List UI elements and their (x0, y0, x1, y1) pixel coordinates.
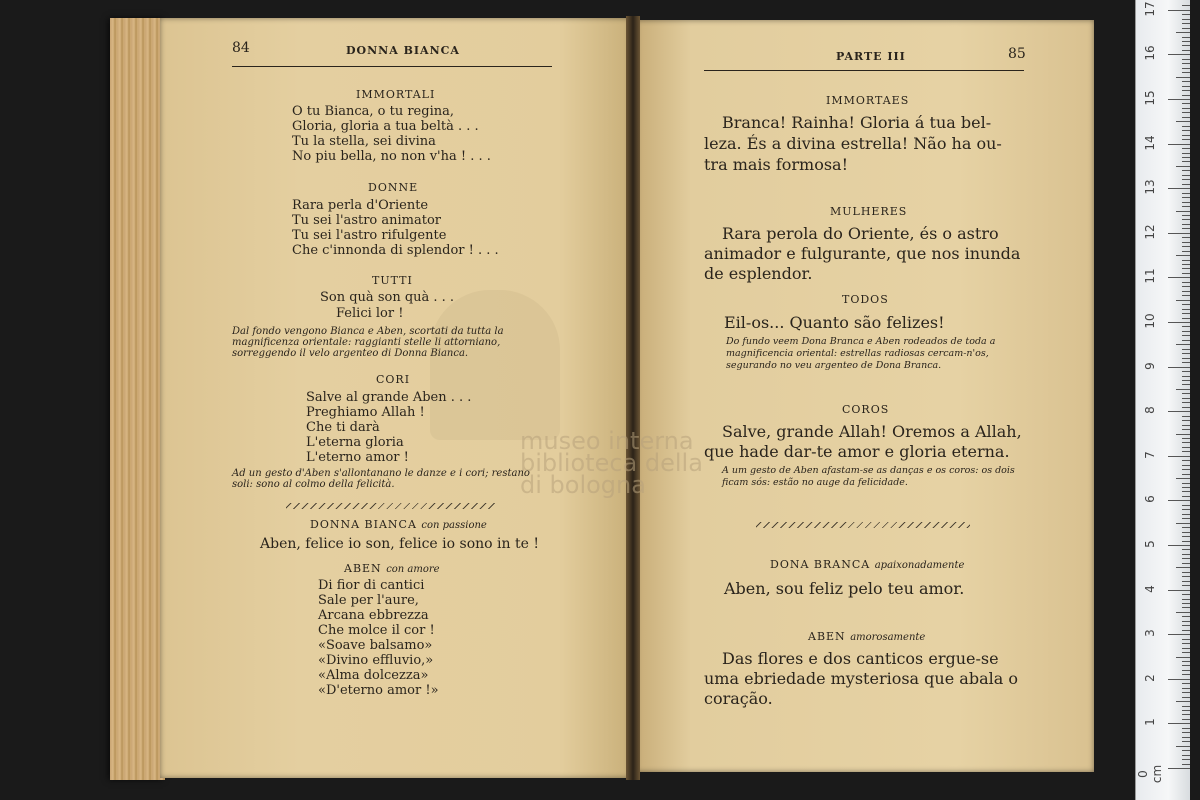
ruler-tick (1182, 157, 1190, 158)
ruler-tick (1182, 161, 1190, 162)
left-page-number: 84 (232, 40, 250, 56)
ruler-tick (1182, 304, 1190, 305)
ruler-tick (1168, 456, 1190, 457)
ruler-tick (1182, 309, 1190, 310)
ruler-tick (1182, 420, 1190, 421)
ruler-tick (1182, 228, 1190, 229)
ruler-tick (1182, 630, 1190, 631)
prose-line: Aben, sou feliz pelo teu amor. (724, 579, 965, 598)
ruler-tick (1182, 750, 1190, 751)
ruler-tick (1176, 389, 1190, 390)
role-direction: apaixonadamente (874, 560, 965, 571)
verse-line: Salve al grande Aben . . . (306, 390, 472, 405)
ruler-tick (1182, 268, 1190, 269)
stage-direction: Do fundo veem Dona Branca e Aben rodeados de toda a magnificencia oriental: estrellas radiosas cercam-n'os, segurando no veu argenteo de Dona Branca. (726, 336, 996, 371)
ruler-tick (1182, 335, 1190, 336)
role-coros: COROS (842, 403, 890, 416)
ruler-tick (1182, 697, 1190, 698)
ruler-tick (1176, 701, 1190, 702)
ruler-tick (1182, 416, 1190, 417)
role-immortali: IMMORTALI (356, 88, 436, 101)
verse-line: Sale per l'aure, (318, 593, 419, 608)
verse-line: O tu Bianca, o tu regina, (292, 104, 454, 119)
ruler-tick (1182, 362, 1190, 363)
ruler-tick (1182, 291, 1190, 292)
ruler-tick (1182, 759, 1190, 760)
ruler-tick (1182, 117, 1190, 118)
ruler-tick (1182, 558, 1190, 559)
book-gutter (626, 16, 640, 780)
ruler-tick (1182, 184, 1190, 185)
ruler-tick (1182, 469, 1190, 470)
ruler-tick (1182, 643, 1190, 644)
section-divider (286, 503, 496, 509)
right-running-head: PARTE III (836, 50, 906, 63)
ruler-tick (1182, 447, 1190, 448)
ruler-tick (1182, 402, 1190, 403)
ruler-tick (1182, 59, 1190, 60)
ruler-tick (1176, 434, 1190, 435)
ruler-tick (1182, 741, 1190, 742)
ruler-tick (1176, 211, 1190, 212)
ruler-tick (1182, 50, 1190, 51)
ruler-tick (1182, 295, 1190, 296)
ruler-tick (1182, 45, 1190, 46)
stage-direction: A um gesto de Aben afastam-se as danças e os coros: os dois ficam sós: estão no auge da felicidade. (722, 465, 1015, 488)
ruler-tick (1182, 358, 1190, 359)
role-dona-branca (770, 558, 964, 571)
ruler-tick (1182, 670, 1190, 671)
verse-line: Arcana ebbrezza (318, 608, 429, 623)
verse-line: Che c'innonda di splendor ! . . . (292, 243, 499, 258)
role-name: DONNA BIANCA (310, 518, 417, 531)
ruler-tick (1182, 376, 1190, 377)
ruler-number: 14 (1143, 134, 1157, 151)
ruler-tick (1168, 590, 1190, 591)
ruler-number: 16 (1143, 45, 1157, 62)
ruler-tick (1182, 460, 1190, 461)
ruler-tick (1168, 144, 1190, 145)
ruler-tick (1182, 491, 1190, 492)
ruler-tick (1182, 72, 1190, 73)
ruler-tick (1182, 112, 1190, 113)
ruler-tick (1176, 121, 1190, 122)
ruler-tick (1176, 255, 1190, 256)
ruler-tick (1182, 353, 1190, 354)
role-direction: con amore (386, 564, 440, 575)
ruler-tick (1182, 23, 1190, 24)
verse-line: Tu sei l'astro rifulgente (292, 228, 447, 243)
ruler-tick (1182, 313, 1190, 314)
ruler-tick (1182, 665, 1190, 666)
role-donne: DONNE (368, 181, 419, 194)
ruler-tick (1182, 621, 1190, 622)
ruler-tick (1182, 63, 1190, 64)
ruler-tick (1182, 576, 1190, 577)
ruler-tick (1182, 197, 1190, 198)
verse-line: Son quà son quà . . . (320, 290, 455, 305)
ruler-tick (1182, 442, 1190, 443)
ruler-tick (1182, 108, 1190, 109)
ruler-number: 7 (1143, 450, 1157, 459)
verse-line: Aben, felice io son, felice io sono in te ! (260, 536, 539, 552)
ruler-tick (1176, 166, 1190, 167)
ruler-tick (1182, 130, 1190, 131)
watermark-logo-shape (430, 290, 560, 440)
ruler-number: 11 (1143, 268, 1157, 285)
role-donna-bianca (310, 518, 487, 531)
verse-line: L'eterna gloria (306, 435, 404, 450)
ruler-tick (1182, 349, 1190, 350)
ruler-tick (1176, 344, 1190, 345)
ruler-tick (1182, 282, 1190, 283)
ruler-tick (1182, 273, 1190, 274)
ruler-tick (1182, 19, 1190, 20)
ruler-tick (1176, 300, 1190, 301)
role-tutti: TUTTI (372, 274, 413, 287)
ruler-tick (1182, 625, 1190, 626)
ruler-tick (1182, 719, 1190, 720)
ruler-tick (1182, 732, 1190, 733)
verse-line: Gloria, gloria a tua beltà . . . (292, 119, 479, 134)
left-running-head: DONNA BIANCA (346, 44, 460, 57)
ruler-tick (1182, 318, 1190, 319)
ruler-number: 1 (1143, 718, 1157, 727)
ruler-tick (1182, 764, 1190, 765)
ruler-tick (1182, 148, 1190, 149)
ruler-tick (1182, 95, 1190, 96)
ruler-tick (1182, 170, 1190, 171)
ruler-tick (1182, 237, 1190, 238)
ruler-tick (1182, 554, 1190, 555)
ruler-tick (1182, 451, 1190, 452)
ruler-tick (1182, 126, 1190, 127)
ruler-tick (1182, 581, 1190, 582)
ruler-tick (1182, 692, 1190, 693)
ruler-number: 3 (1143, 629, 1157, 638)
ruler-tick (1182, 86, 1190, 87)
ruler-tick (1168, 99, 1190, 100)
ruler-tick (1182, 331, 1190, 332)
ruler-tick (1182, 496, 1190, 497)
verse-line: L'eterno amor ! (306, 450, 409, 465)
ruler-tick (1182, 340, 1190, 341)
ruler-number: 12 (1143, 224, 1157, 240)
ruler-tick (1182, 326, 1190, 327)
ruler-tick (1168, 233, 1190, 234)
ruler-tick (1182, 81, 1190, 82)
ruler-tick (1182, 41, 1190, 42)
ruler-tick (1182, 384, 1190, 385)
ruler-tick (1168, 723, 1190, 724)
ruler-tick (1182, 224, 1190, 225)
ruler-tick (1182, 710, 1190, 711)
role-direction: con passione (421, 520, 487, 531)
ruler-number: 15 (1143, 90, 1157, 106)
ruler-tick (1182, 153, 1190, 154)
ruler-tick (1168, 634, 1190, 635)
ruler-tick (1182, 206, 1190, 207)
ruler-number: 5 (1143, 540, 1157, 548)
ruler-tick (1182, 139, 1190, 140)
role-todos: TODOS (842, 293, 889, 306)
ruler-tick (1182, 616, 1190, 617)
ruler-tick (1168, 10, 1190, 11)
role-name: DONA BRANCA (770, 558, 871, 571)
ruler-tick (1182, 286, 1190, 287)
ruler-tick (1182, 509, 1190, 510)
ruler-number: 2 (1143, 673, 1157, 682)
prose-line: Rara perola do Oriente, és o astro (722, 224, 999, 243)
ruler-tick (1182, 483, 1190, 484)
ruler-tick (1168, 322, 1190, 323)
ruler-tick (1182, 465, 1190, 466)
verse-line: No piu bella, no non v'ha ! . . . (292, 149, 491, 164)
ruler-tick (1182, 264, 1190, 265)
ruler-tick (1182, 714, 1190, 715)
ruler-tick (1182, 607, 1190, 608)
ruler-tick (1176, 77, 1190, 78)
stage-direction: Dal fondo vengono Bianca e Aben, scortati da tutta la magnificenza orientale: raggianti stelle li attorniano, sorreggendo il velo argenteo di Donna Bianca. (232, 326, 504, 359)
ruler-tick (1182, 549, 1190, 550)
ruler-number: 13 (1143, 179, 1157, 195)
verse-line: Tu la stella, sei divina (292, 134, 436, 149)
verse-line: Di fior di cantici (318, 578, 425, 593)
prose-line: Salve, grande Allah! Oremos a Allah, (722, 422, 1022, 441)
ruler-tick (1182, 219, 1190, 220)
ruler-tick (1182, 398, 1190, 399)
stage-direction: Ad un gesto d'Aben s'allontanano le danze e i cori; restano soli: sono al colmo della felicità. (232, 468, 530, 490)
ruler-tick (1182, 135, 1190, 136)
ruler-number: 0 cm (1136, 764, 1164, 784)
ruler-number: 9 (1143, 361, 1157, 370)
verse-line: Felici lor ! (336, 306, 404, 321)
ruler-tick (1182, 90, 1190, 91)
ruler-tick (1182, 563, 1190, 564)
ruler-tick (1182, 728, 1190, 729)
ruler-tick (1168, 277, 1190, 278)
prose-line: Branca! Rainha! Gloria á tua bel- (722, 113, 992, 132)
ruler-tick (1182, 371, 1190, 372)
role-aben (808, 630, 925, 643)
measurement-ruler (1135, 0, 1190, 800)
ruler-tick (1182, 429, 1190, 430)
prose-line: que hade dar-te amor e gloria eterna. (704, 442, 1010, 461)
ruler-tick (1182, 688, 1190, 689)
ruler-tick (1182, 487, 1190, 488)
ruler-tick (1182, 215, 1190, 216)
ruler-tick (1176, 523, 1190, 524)
ruler-tick (1182, 68, 1190, 69)
role-name: ABEN (808, 630, 846, 643)
verse-line: Che ti darà (306, 420, 380, 435)
ruler-number: 4 (1143, 584, 1157, 593)
right-header-rule (704, 70, 1024, 71)
ruler-tick (1182, 755, 1190, 756)
ruler-tick (1182, 683, 1190, 684)
ruler-tick (1168, 411, 1190, 412)
ruler-tick (1176, 612, 1190, 613)
prose-line: leza. És a divina estrella! Não ha ou- (704, 134, 1002, 153)
ruler-tick (1176, 32, 1190, 33)
ruler-tick (1182, 5, 1190, 6)
ruler-tick (1182, 407, 1190, 408)
ruler-tick (1168, 500, 1190, 501)
role-cori: CORI (376, 373, 411, 386)
ruler-tick (1168, 545, 1190, 546)
ruler-tick (1182, 652, 1190, 653)
ruler-tick (1182, 425, 1190, 426)
ruler-tick (1182, 28, 1190, 29)
ruler-tick (1182, 242, 1190, 243)
ruler-tick (1176, 746, 1190, 747)
ruler-tick (1182, 505, 1190, 506)
ruler-number: 17 (1143, 1, 1157, 17)
ruler-tick (1168, 367, 1190, 368)
prose-line: Das flores e dos canticos ergue-se (722, 649, 999, 668)
section-divider (756, 522, 970, 528)
verse-line: Tu sei l'astro animator (292, 213, 442, 228)
ruler-tick (1182, 536, 1190, 537)
ruler-tick (1182, 674, 1190, 675)
role-name: ABEN (344, 562, 382, 575)
ruler-tick (1182, 193, 1190, 194)
ruler-tick (1182, 260, 1190, 261)
ruler-tick (1182, 380, 1190, 381)
book-page-edges (110, 18, 165, 780)
ruler-tick (1182, 603, 1190, 604)
watermark-text: museo interna biblioteca della di bologna (520, 427, 703, 499)
ruler-tick (1182, 541, 1190, 542)
ruler-tick (1168, 188, 1190, 189)
ruler-number: 6 (1143, 495, 1157, 504)
ruler-tick (1182, 14, 1190, 15)
ruler-tick (1168, 768, 1190, 769)
ruler-tick (1182, 518, 1190, 519)
prose-line: Eil-os... Quanto são felizes! (724, 313, 945, 332)
verse-line: «Soave balsamo» (318, 638, 433, 653)
ruler-tick (1182, 737, 1190, 738)
verse-line: «D'eterno amor !» (318, 683, 439, 698)
ruler-tick (1182, 594, 1190, 595)
role-aben (344, 562, 440, 575)
right-page-number: 85 (1008, 46, 1026, 62)
role-immortaes: IMMORTAES (826, 94, 910, 107)
role-direction: amorosamente (850, 632, 926, 643)
ruler-tick (1168, 679, 1190, 680)
prose-line: coração. (704, 689, 773, 708)
ruler-tick (1182, 527, 1190, 528)
ruler-tick (1182, 532, 1190, 533)
ruler-tick (1182, 572, 1190, 573)
ruler-tick (1182, 37, 1190, 38)
ruler-tick (1182, 246, 1190, 247)
ruler-tick (1182, 179, 1190, 180)
ruler-tick (1182, 648, 1190, 649)
ruler-tick (1182, 202, 1190, 203)
ruler-tick (1182, 175, 1190, 176)
ruler-tick (1182, 585, 1190, 586)
ruler-tick (1182, 438, 1190, 439)
verse-line: Preghiamo Allah ! (306, 405, 425, 420)
ruler-tick (1182, 393, 1190, 394)
ruler-tick (1182, 251, 1190, 252)
ruler-tick (1182, 706, 1190, 707)
verse-line: «Alma dolcezza» (318, 668, 429, 683)
verse-line: «Divino effluvio,» (318, 653, 434, 668)
prose-line: uma ebriedade mysteriosa que abala o (704, 669, 1018, 688)
left-header-rule (232, 66, 552, 67)
ruler-tick (1168, 54, 1190, 55)
ruler-number: 10 (1143, 313, 1157, 329)
prose-line: tra mais formosa! (704, 155, 849, 174)
verse-line: Che molce il cor ! (318, 623, 435, 638)
role-mulheres: MULHERES (830, 205, 908, 218)
ruler-tick (1176, 478, 1190, 479)
prose-line: de esplendor. (704, 264, 813, 283)
verse-line: Rara perla d'Oriente (292, 198, 429, 213)
ruler-tick (1176, 567, 1190, 568)
ruler-tick (1182, 639, 1190, 640)
ruler-tick (1176, 657, 1190, 658)
ruler-number: 8 (1143, 406, 1157, 415)
ruler-tick (1182, 514, 1190, 515)
ruler-tick (1182, 103, 1190, 104)
ruler-tick (1182, 661, 1190, 662)
ruler-tick (1182, 474, 1190, 475)
prose-line: animador e fulgurante, que nos inunda (704, 244, 1021, 263)
ruler-tick (1182, 599, 1190, 600)
